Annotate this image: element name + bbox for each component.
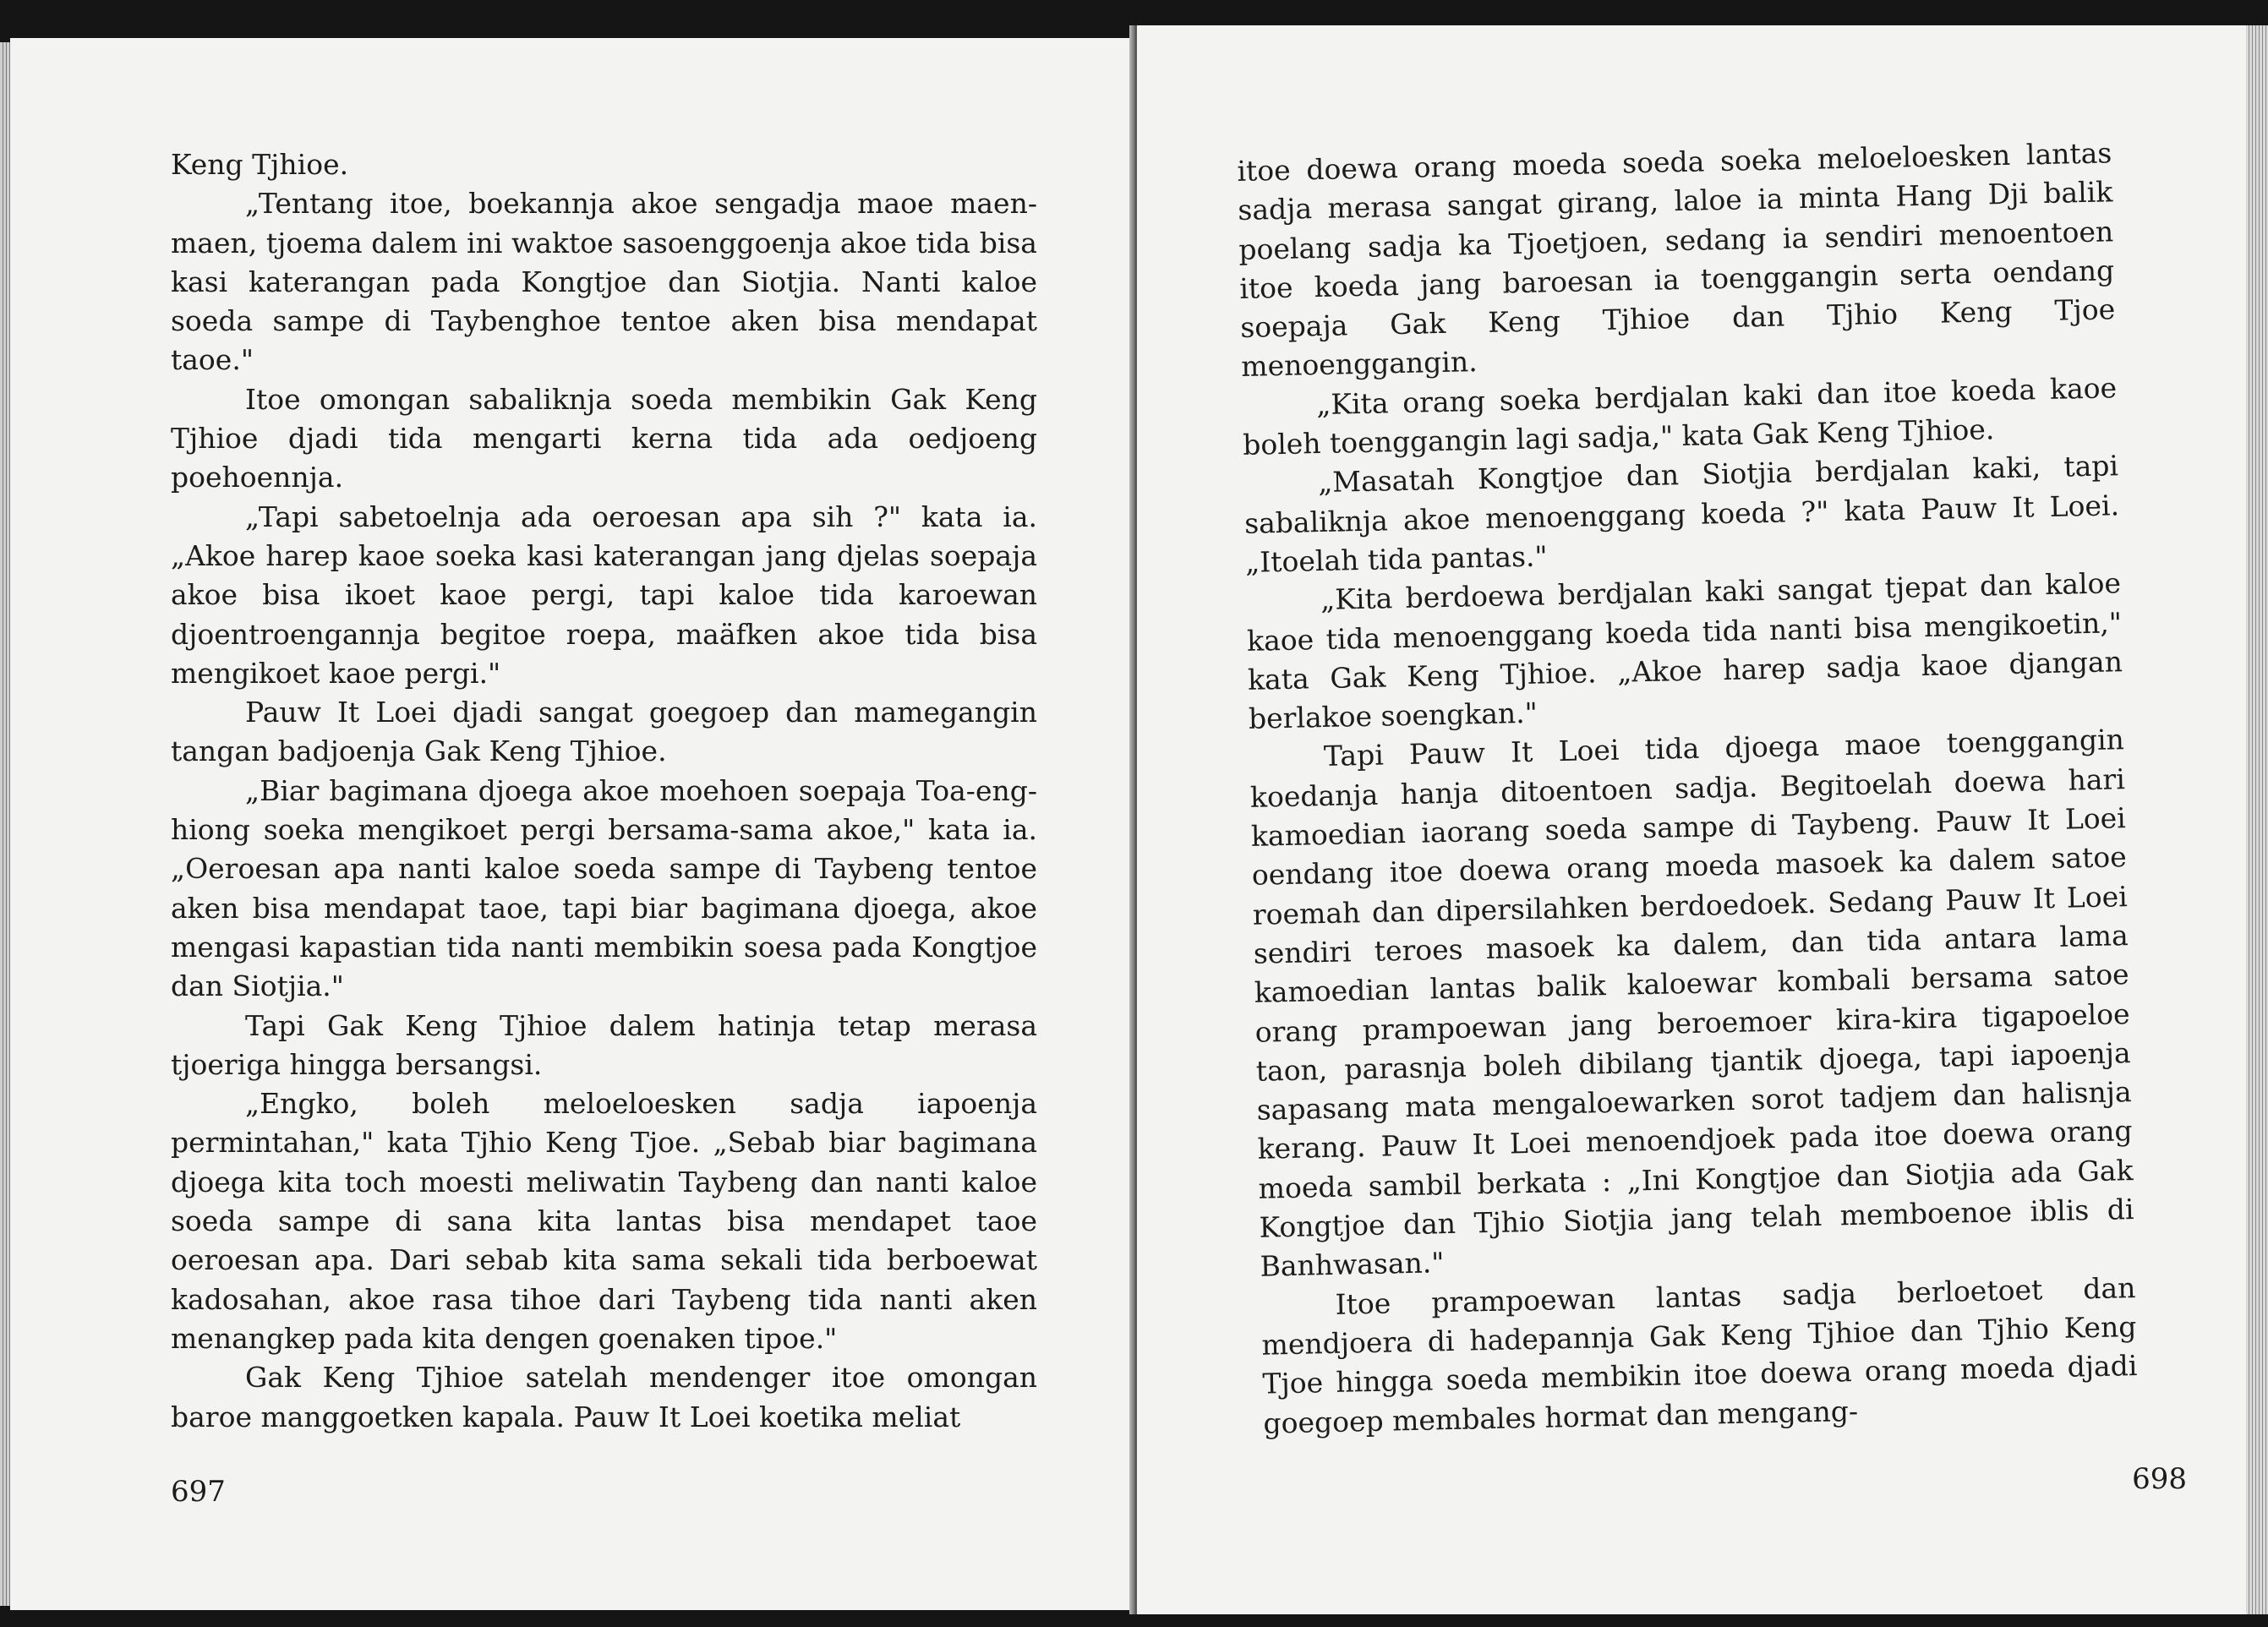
paragraph: Itoe prampoewan lantas sadja berloetoet dan mendjoera di hadepannja Gak Keng Tjhioe dan Tjhio Keng Tjoe hingga soeda membikin itoe doewa orang moeda djadi goegoep membales hormat dan mengang-: [1261, 1270, 2138, 1440]
paragraph: Tapi Gak Keng Tjhioe dalem hatinja tetap merasa tjoeriga hingga bersangsi.: [171, 1008, 1037, 1081]
paragraph: „Kita berdoewa berdjalan kaki sangat tjepat dan kaloe kaoe tida menoenggang koeda tida nanti bisa mengikoetin," kata Gak Keng Tjhioe. „Akoe harep sadja kaoe djangan berlakoe soengkan.": [1246, 566, 2123, 736]
paragraph: „Engko, boleh meloeloesken sadja iapoenja permintahan," kata Tjhio Keng Tjoe. „Sebab biar bagimana djoega kita toch moesti meliwatin Taybeng dan nanti kaloe soeda sampe di sana kita lantas bisa mendapet taoe oeroesan apa. Dari sebab kita sama sekali tida berboewat kadosahan, akoe rasa tihoe dari Taybeng tida nanti aken menangkep pada kita dengen goenaken tipoe.": [171, 1087, 1037, 1355]
paragraph: „Tentang itoe, boekannja akoe sengadja maoe maen-maen, tjoema dalem ini waktoe sasoenggoenja akoe tida bisa kasi katerangan pada Kongtjoe dan Siotjia. Nanti kaloe soeda sampe di Taybenghoe tentoe aken bisa mendapat taoe.": [171, 187, 1037, 377]
paragraph: „Tapi sabetoelnja ada oeroesan apa sih ?" kata ia. „Akoe harep kaoe soeka kasi katerangan jang djelas soepaja akoe bisa ikoet kaoe pergi, tapi kaloe tida karoewan djoentroengannja begitoe roepa, maäfken akoe tida bisa mengikoet kaoe pergi.": [171, 500, 1037, 690]
left-page-text: [171, 145, 1037, 1437]
paragraph: Gak Keng Tjhioe satelah mendenger itoe omongan baroe manggoetken kapala. Pauw It Loei koetika meliat: [171, 1361, 1037, 1433]
right-page-text: [1237, 134, 2139, 1443]
left-page: [10, 38, 1134, 1610]
page-number-right: 698: [2132, 1462, 2187, 1496]
right-page: [1137, 25, 2246, 1614]
paragraph: Pauw It Loei djadi sangat goegoep dan mamegangin tangan badjoenja Gak Keng Tjhioe.: [171, 696, 1037, 768]
paragraph: Tapi Pauw It Loei tida djoega maoe toenggangin koedanja hanja ditoentoen sadja. Begitoelah doewa hari kamoedian iaorang soeda sampe di Taybeng. Pauw It Loei oendang itoe doewa orang moeda masoek ka dalem satoe roemah dan dipersilahken berdoedoek. Sedang Pauw It Loei sendiri teroes masoek ka dalem, dan tida antara lama kamoedian lantas balik kaloewar kombali bersama satoe orang prampoewan jang beroemoer kira-kira tigapoeloe taon, parasnja boleh dibilang tjantik djoega, tapi iapoenja sapasang mata mengaloewarken sorot tadjem dan halisnja kerang. Pauw It Loei menoendjoek pada itoe doewa orang moeda sambil berkata : „Ini Kongtjoe dan Siotjia ada Gak Kongtjoe dan Tjhio Siotjia jang telah memboenoe iblis di Banhwasan.": [1249, 723, 2134, 1284]
page-number-left: 697: [171, 1475, 226, 1509]
paragraph: „Masatah Kongtjoe dan Siotjia berdjalan kaki, tapi sabaliknja akoe menoenggang koeda ?" kata Pauw It Loei. „Itoelah tida pantas.": [1243, 449, 2120, 579]
page-edge-right: [2243, 25, 2268, 1614]
paragraph: „Kita orang soeka berdjalan kaki dan itoe koeda kaoe boleh toenggangin lagi sadja," kata Gak Keng Tjhioe.: [1242, 371, 2118, 461]
paragraph: Keng Tjhioe.: [171, 148, 349, 181]
paragraph: Itoe omongan sabaliknja soeda membikin Gak Keng Tjhioe djadi tida mengarti kerna tida ada oedjoeng poehoennja.: [171, 382, 1037, 494]
paragraph: „Biar bagimana djoega akoe moehoen soepaja Toa-eng-hiong soeka mengikoet pergi bersama-sama akoe," kata ia. „Oeroesan apa nanti kaloe soeda sampe di Taybeng tentoe aken bisa mendapat taoe, tapi biar bagimana djoega, akoe mengasi kapastian tida nanti membikin soesa pada Kongtjoe dan Siotjia.": [171, 773, 1037, 1003]
paragraph: itoe doewa orang moeda soeda soeka meloeloesken lantas sadja merasa sangat girang, laloe ia minta Hang Dji balik poelang sadja ka Tjoetjoen, sedang ia sendiri menoentoen itoe koeda jang baroesan ia toenggangin serta oendang soepaja Gak Keng Tjhioe dan Tjhio Keng Tjoe menoenggangin.: [1237, 136, 2116, 384]
